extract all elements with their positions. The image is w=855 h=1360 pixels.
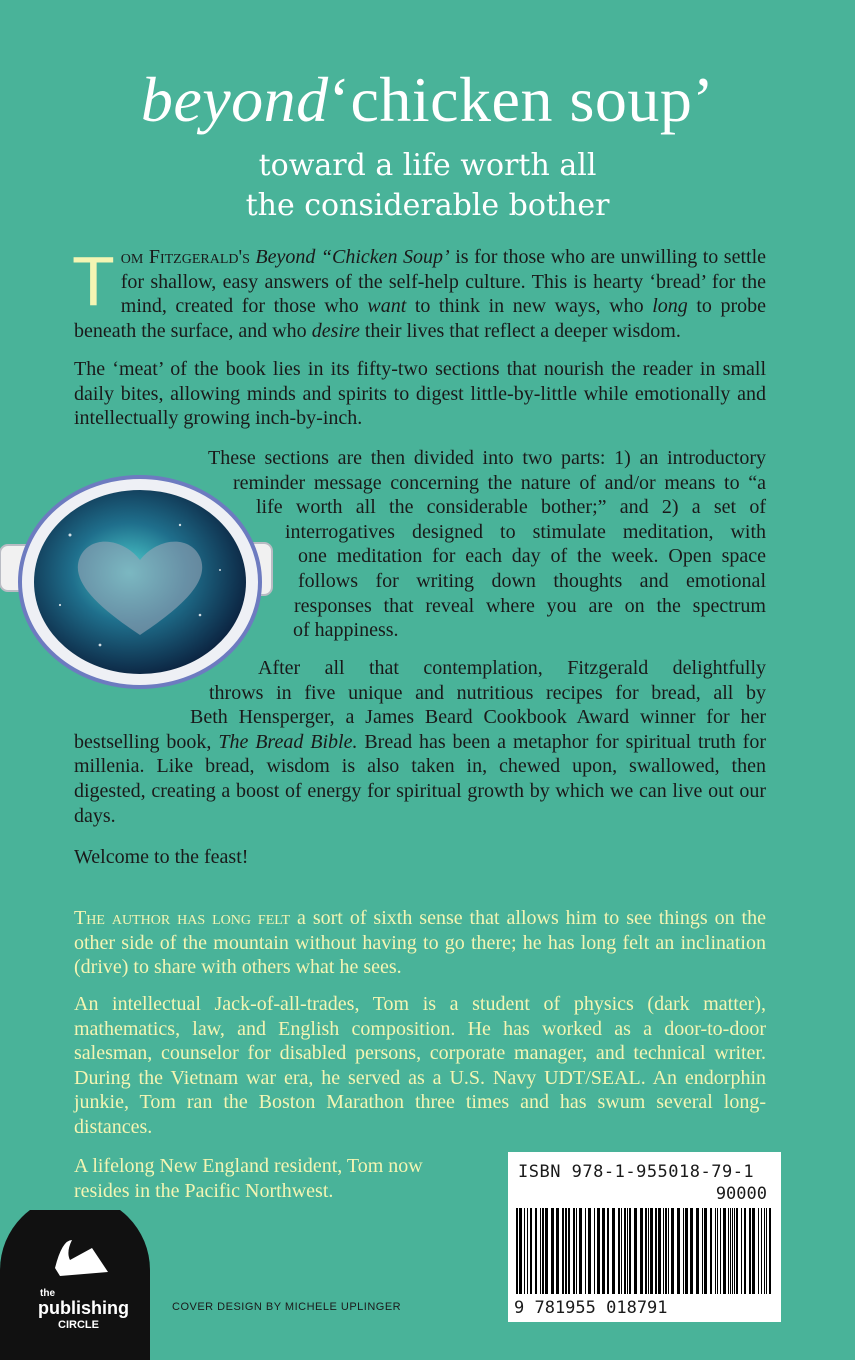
barcode-bar	[624, 1208, 626, 1294]
barcode-bar	[629, 1208, 631, 1294]
author-paragraph-3	[74, 1154, 474, 1203]
barcode-bar	[627, 1208, 628, 1294]
barcode-bar	[573, 1208, 575, 1294]
barcode-bar	[766, 1208, 767, 1294]
intro-long: long	[652, 295, 688, 318]
barcode-bar	[634, 1208, 637, 1294]
barcode-bar	[540, 1208, 541, 1294]
barcode-bar	[588, 1208, 591, 1294]
barcode-bar	[545, 1208, 548, 1294]
barcode-bar	[535, 1208, 537, 1294]
drop-cap: T	[72, 242, 115, 320]
barcode-bar	[723, 1208, 726, 1294]
barcode-bar	[602, 1208, 605, 1294]
barcode-bar	[752, 1208, 755, 1294]
sections-line: follows for writing down thoughts and emotional	[298, 569, 766, 592]
barcode-bar	[685, 1208, 688, 1294]
barcode-bar	[527, 1208, 528, 1294]
barcode-bar	[769, 1208, 771, 1294]
intro-text-b: to think in new ways, who	[406, 295, 653, 318]
barcode-bar	[597, 1208, 600, 1294]
barcode-bar	[658, 1208, 661, 1294]
barcode-bar	[551, 1208, 554, 1294]
barcode-bar	[650, 1208, 653, 1294]
book-subtitle	[0, 146, 855, 226]
title-italic: beyond	[140, 64, 329, 135]
barcode-bar	[761, 1208, 762, 1294]
author-p1-rest: a sort of sixth sense that allows him to see things on the other side of the mountain without having to go there; he has long felt an inclination (drive) to share with others what he sees.	[74, 907, 766, 979]
barcode-bar	[730, 1208, 731, 1294]
barcode-bar	[565, 1208, 567, 1294]
isbn-text: ISBN 978-1-955018-79-1	[518, 1162, 755, 1182]
barcode-bar	[702, 1208, 703, 1294]
barcode-bar	[516, 1208, 518, 1294]
logo-line-3: CIRCLE	[58, 1319, 99, 1331]
soup-bowl-image	[0, 475, 275, 710]
barcode-bar	[704, 1208, 707, 1294]
barcode-bar	[530, 1208, 532, 1294]
after-text-b: Bread has been a metaphor for spiritual truth for millenia. Like bread, wisdom is also taken in, chewed upon, swallowed, then digested, creating a boost of energy for spiritual growth by which we can live out our days.	[74, 730, 766, 827]
sections-line: of happiness.	[293, 619, 399, 642]
sections-line: reminder message concerning the nature of and/or means to “a	[233, 471, 766, 494]
barcode-bar	[542, 1208, 544, 1294]
intro-want: want	[367, 295, 407, 318]
barcode-bar	[562, 1208, 564, 1294]
subtitle-line-1: toward a life worth all	[258, 148, 597, 183]
barcode-bar	[585, 1208, 586, 1294]
intro-text-c: to probe beneath the surface, and who	[74, 295, 766, 342]
barcode-bar	[734, 1208, 735, 1294]
sections-line: life worth all the considerable bother;” and 2) a set of	[256, 496, 766, 519]
barcode-bar	[640, 1208, 643, 1294]
sections-line: one meditation for each day of the week. Open space	[298, 545, 766, 568]
barcode-bar	[758, 1208, 759, 1294]
author-p3-line1: A lifelong New England resident, Tom now	[74, 1155, 423, 1177]
barcode-bar	[749, 1208, 751, 1294]
barcode-bar	[612, 1208, 615, 1294]
barcode-bar	[715, 1208, 716, 1294]
book-title	[0, 62, 855, 138]
barcode-bar	[663, 1208, 664, 1294]
intro-desire: desire	[311, 319, 360, 342]
sections-line: responses that reveal where you are on the spectrum	[294, 594, 766, 617]
intro-paragraph	[72, 242, 767, 343]
after-line: Beth Hensperger, a James Beard Cookbook Award winner for her	[190, 706, 766, 729]
barcode-bar	[736, 1208, 738, 1294]
barcode-bar	[621, 1208, 622, 1294]
isbn-barcode	[508, 1152, 781, 1322]
subtitle-line-2: the considerable bother	[245, 188, 610, 223]
after-book-title: The Bread Bible.	[218, 730, 358, 753]
barcode-bar	[728, 1208, 729, 1294]
sections-line: interrogatives designed to stimulate meditation, with	[285, 520, 766, 543]
barcode-bar	[668, 1208, 669, 1294]
barcode-bar	[720, 1208, 721, 1294]
barcode-bar	[645, 1208, 647, 1294]
barcode-bar	[648, 1208, 649, 1294]
price-code: 90000	[715, 1184, 767, 1204]
intro-lead: om Fitzgerald's	[120, 246, 250, 268]
logo-line-2: publishing	[38, 1298, 129, 1318]
after-text-a: bestselling book,	[74, 730, 219, 753]
barcode-bar	[710, 1208, 712, 1294]
publisher-logo	[0, 1210, 150, 1360]
sections-line: These sections are then divided into two parts: 1) an introductory	[208, 447, 766, 469]
intro-book-title: Beyond “Chicken Soup’	[255, 246, 450, 268]
barcode-bar	[655, 1208, 657, 1294]
barcode-bar	[671, 1208, 674, 1294]
meat-paragraph: The ‘meat’ of the book lies in its fifty-two sections that nourish the reader in small daily bites, allowing minds and spirits to digest little-by-little while emotionally and intellectually growing inch-by-inch.	[74, 358, 766, 430]
author-paragraph-2: An intellectual Jack-of-all-trades, Tom is a student of physics (dark matter), mathematics, law, and English composition. He has worked as a door-to-door salesman, counselor for disabled persons, corporate manager, and technical writer. During the Vietnam war era, he served as a U.S. Navy UDT/SEAL. An endorphin junkie, Tom ran the Boston Marathon three times and has swum several long-distances.	[74, 993, 766, 1138]
barcode-bar	[717, 1208, 718, 1294]
after-line: After all that contemplation, Fitzgerald delightfully	[258, 657, 766, 679]
author-lead: The author has long felt	[74, 907, 291, 929]
barcode-bar	[764, 1208, 765, 1294]
barcode-bar	[696, 1208, 699, 1294]
barcode-bar	[568, 1208, 570, 1294]
barcode-bar	[677, 1208, 680, 1294]
author-p3-line2: resides in the Pacific Northwest.	[74, 1179, 334, 1202]
barcode-bar	[519, 1208, 522, 1294]
barcode-bar	[524, 1208, 525, 1294]
barcode-bar	[665, 1208, 667, 1294]
barcode-bar	[594, 1208, 595, 1294]
barcode-bar	[683, 1208, 684, 1294]
barcode-bar	[690, 1208, 693, 1294]
barcode-bar	[556, 1208, 559, 1294]
barcode-bar	[579, 1208, 582, 1294]
after-line: throws in five unique and nutritious recipes for bread, all by	[209, 681, 766, 704]
barcode-bar	[576, 1208, 577, 1294]
barcode-bar	[607, 1208, 609, 1294]
intro-text-a: is for those who are unwilling to settle for shallow, easy answers of the self-help culture. This is hearty ‘bread’ for the mind, created for those who	[120, 246, 767, 318]
author-paragraph-1	[74, 906, 766, 980]
barcode-bar	[744, 1208, 746, 1294]
barcode-digits: 9 781955 018791	[514, 1298, 668, 1318]
barcode-bar	[741, 1208, 742, 1294]
title-rest: ‘chicken soup’	[328, 64, 715, 135]
barcode-bars	[516, 1208, 773, 1294]
barcode-bar	[732, 1208, 733, 1294]
barcode-bar	[618, 1208, 620, 1294]
logo-line-1: the	[40, 1288, 55, 1299]
welcome-line: Welcome to the feast!	[74, 846, 249, 868]
intro-text-d: their lives that reflect a deeper wisdom.	[359, 319, 681, 342]
cover-design-credit: COVER DESIGN BY MICHELE UPLINGER	[172, 1301, 402, 1313]
